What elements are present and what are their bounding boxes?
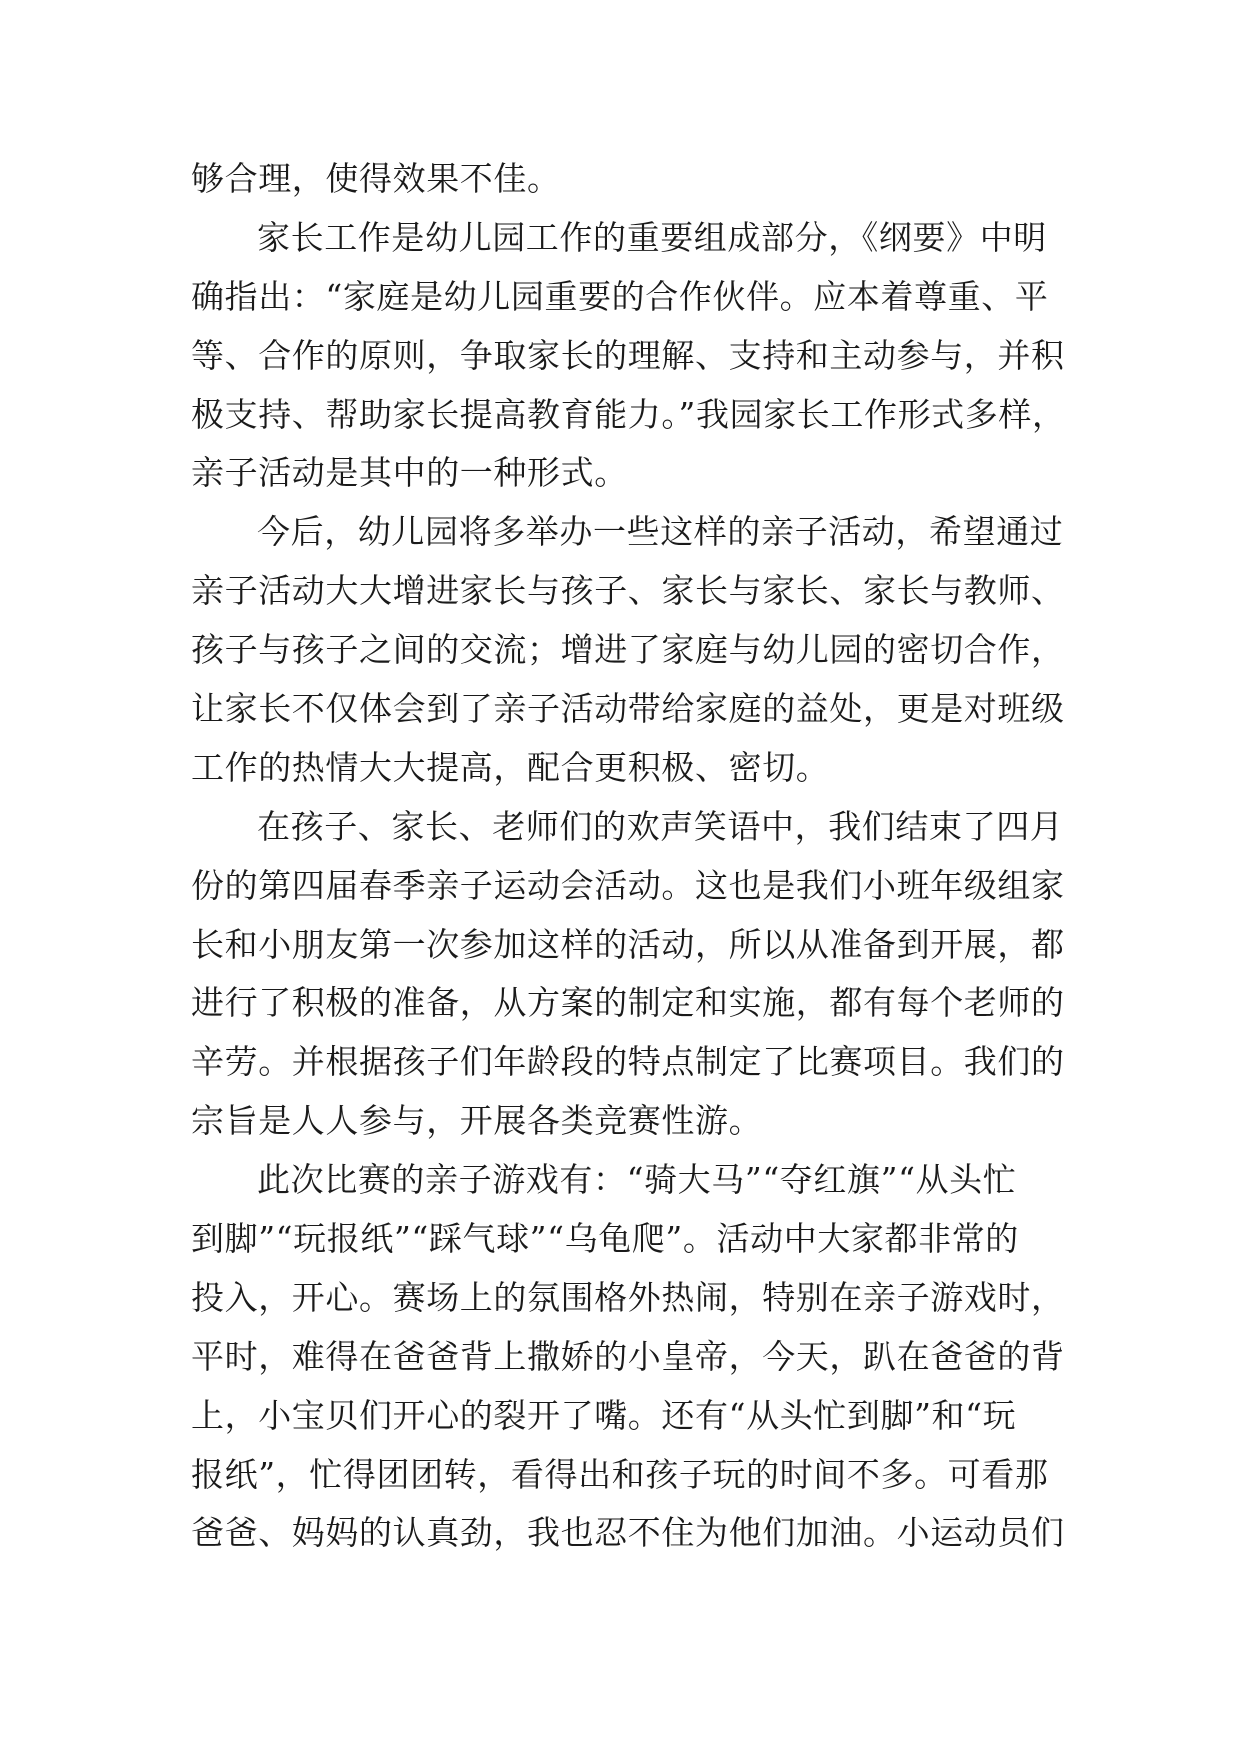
text-line: 等、合作的原则，争取家长的理解、支持和主动参与，并积: [191, 335, 1065, 375]
text-line: 上，小宝贝们开心的裂开了嘴。还有“从头忙到脚”和“玩: [191, 1395, 1017, 1435]
text-line: 让家长不仅体会到了亲子活动带给家庭的益处，更是对班级: [191, 689, 1065, 729]
text-line: 爸爸、妈妈的认真劲，我也忍不住为他们加油。小运动员们: [191, 1513, 1065, 1553]
text-line: 孩子与孩子之间的交流；增进了家庭与幼儿园的密切合作，: [191, 630, 1065, 670]
body-text: [191, 150, 1071, 1563]
text-line: 确指出：“家庭是幼儿园重要的合作伙伴。应本着尊重、平: [191, 276, 1049, 316]
text-line: 宗旨是人人参与，开展各类竞赛性游。: [191, 1101, 763, 1141]
text-line: 报纸”，忙得团团转，看得出和孩子玩的时间不多。可看那: [191, 1454, 1049, 1494]
text-line: 够合理，使得效果不佳。: [191, 159, 561, 198]
text-line: 到脚”“玩报纸”“踩气球”“乌龟爬”。活动中大家都非常的: [191, 1219, 1019, 1259]
text-line: 辛劳。并根据孩子们年龄段的特点制定了比赛项目。我们的: [191, 1042, 1065, 1082]
text-line: 亲子活动大大增进家长与孩子、家长与家长、家长与教师、: [191, 571, 1065, 611]
text-line: 进行了积极的准备，从方案的制定和实施，都有每个老师的: [191, 983, 1065, 1023]
text-line: 亲子活动是其中的一种形式。: [191, 453, 628, 493]
paragraph-first-line: 在孩子、家长、老师们的欢声笑语中，我们结束了四月: [257, 806, 1064, 846]
text-line: 平时，难得在爸爸背上撒娇的小皇帝，今天，趴在爸爸的背: [191, 1336, 1065, 1376]
paragraph-first-line: 家长工作是幼儿园工作的重要组成部分，《纲要》中明: [257, 217, 1047, 257]
paragraph-first-line: 此次比赛的亲子游戏有：“骑大马”“夺红旗”“从头忙: [257, 1160, 1017, 1200]
paragraph-first-line: 今后，幼儿园将多举办一些这样的亲子活动，希望通过: [257, 512, 1064, 552]
text-line: 长和小朋友第一次参加这样的活动，所以从准备到开展，都: [191, 924, 1065, 964]
text-line: 极支持、帮助家长提高教育能力。”我园家长工作形式多样，: [191, 394, 1066, 434]
text-line: 工作的热情大大提高，配合更积极、密切。: [191, 747, 830, 787]
text-line: 投入，开心。赛场上的氛围格外热闹，特别在亲子游戏时，: [191, 1277, 1065, 1317]
text-line: 份的第四届春季亲子运动会活动。这也是我们小班年级组家: [191, 865, 1065, 905]
